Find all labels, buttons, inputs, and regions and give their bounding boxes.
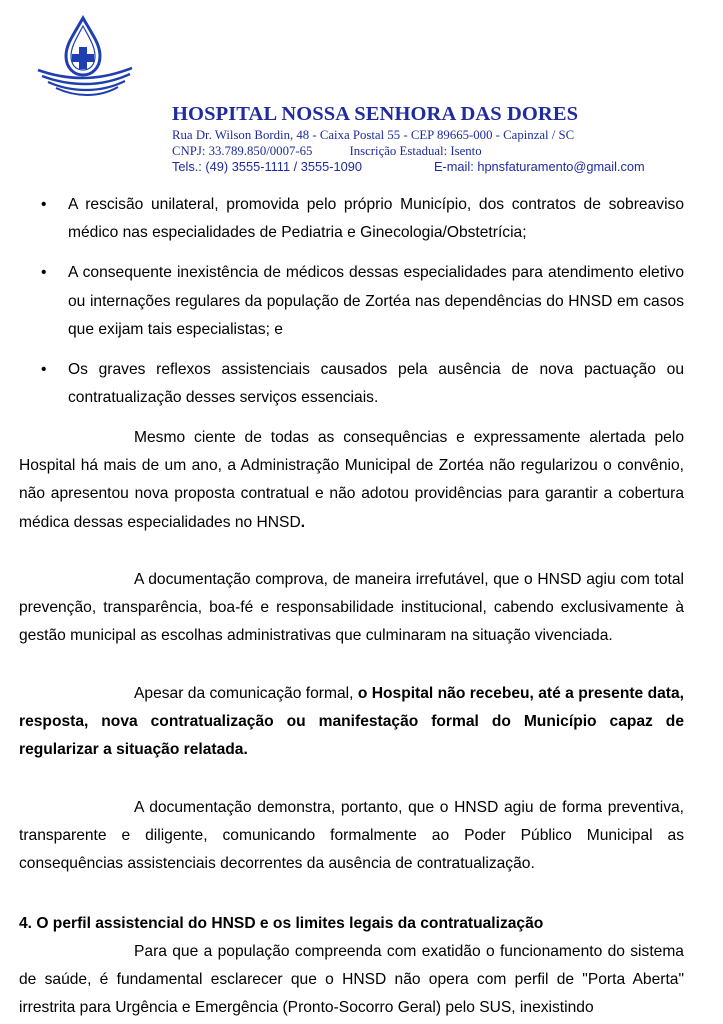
hospital-name: HOSPITAL NOSSA SENHORA DAS DORES [172, 103, 579, 125]
section-heading: 4. O perfil assistencial do HNSD e os limites legais da contratualização [19, 915, 544, 932]
phones: Tels.: (49) 3555-1111 / 3555-1090 [172, 159, 362, 174]
list-item [19, 191, 684, 247]
state-registration: Inscrição Estadual: Isento [349, 144, 482, 158]
bullet-icon: • [41, 196, 47, 213]
paragraph-conclusion: A documentação demonstra, portanto, que o HNSD agiu de forma preventiva, transparente e diligente, comunicando formalmente ao Poder Público Municipal as consequências assistenciais decorrentes da ausência de contratualização. [19, 799, 684, 873]
letterhead [172, 101, 712, 175]
hospital-registration [172, 143, 712, 159]
hospital-contact [172, 159, 712, 175]
list-item [19, 356, 684, 412]
email: E-mail: hpnsfaturamento@gmail.com [433, 159, 645, 174]
bullet-icon: • [41, 361, 47, 379]
list-item [19, 259, 684, 344]
cnpj: CNPJ: 33.789.850/0007-65 [172, 144, 313, 158]
bullet-list [19, 191, 684, 424]
list-item-text: A rescisão unilateral, promovida pelo próprio Município, dos contratos de sobreaviso médico nas especialidades de Pediatria e Ginecologia/Obstetrícia; [68, 196, 684, 242]
hospital-address: Rua Dr. Wilson Bordin, 48 - Caixa Postal 55 - CEP 89665-000 - Capinzal / SC [172, 128, 575, 142]
paragraph-no-response: Apesar da comunicação formal, o Hospital não recebeu, até a presente data, resposta, nova contratualização ou manifestação formal do Município capaz de regularizar a situação relatada. [19, 685, 685, 759]
hospital-logo-icon [30, 12, 140, 102]
list-item-text: A consequente inexistência de médicos dessas especialidades para atendimento eletivo ou internações regulares da população de Zortéa nas dependências do HNSD em casos que exijam tais especialistas; e [68, 264, 684, 338]
bullet-icon: • [41, 264, 47, 282]
paragraph-care-profile: Para que a população compreenda com exatidão o funcionamento do sistema de saúde, é fundamental esclarecer que o HNSD não opera com perfil de "Porta Aberta" irrestrita para Urgência e Emergência (Pronto-Socorro Geral) pelo SUS, inexistindo [19, 943, 684, 1017]
paragraph-administration: Mesmo ciente de todas as consequências e expressamente alertada pelo Hospital há mais de um ano, a Administração Municipal de Zortéa não regularizou o convênio, não apresentou nova proposta contratual e não adotou providências para garantir a cobertura médica dessas especialidades no HNSD. [19, 429, 684, 531]
list-item-text: Os graves reflexos assistenciais causados pela ausência de nova pactuação ou contratualização desses serviços essenciais. [68, 361, 684, 407]
paragraph-documentation: A documentação comprova, de maneira irrefutável, que o HNSD agiu com total prevenção, transparência, boa-fé e responsabilidade institucional, cabendo exclusivamente à gestão municipal as escolhas administrativas que culminaram na situação vivenciada. [19, 571, 684, 645]
